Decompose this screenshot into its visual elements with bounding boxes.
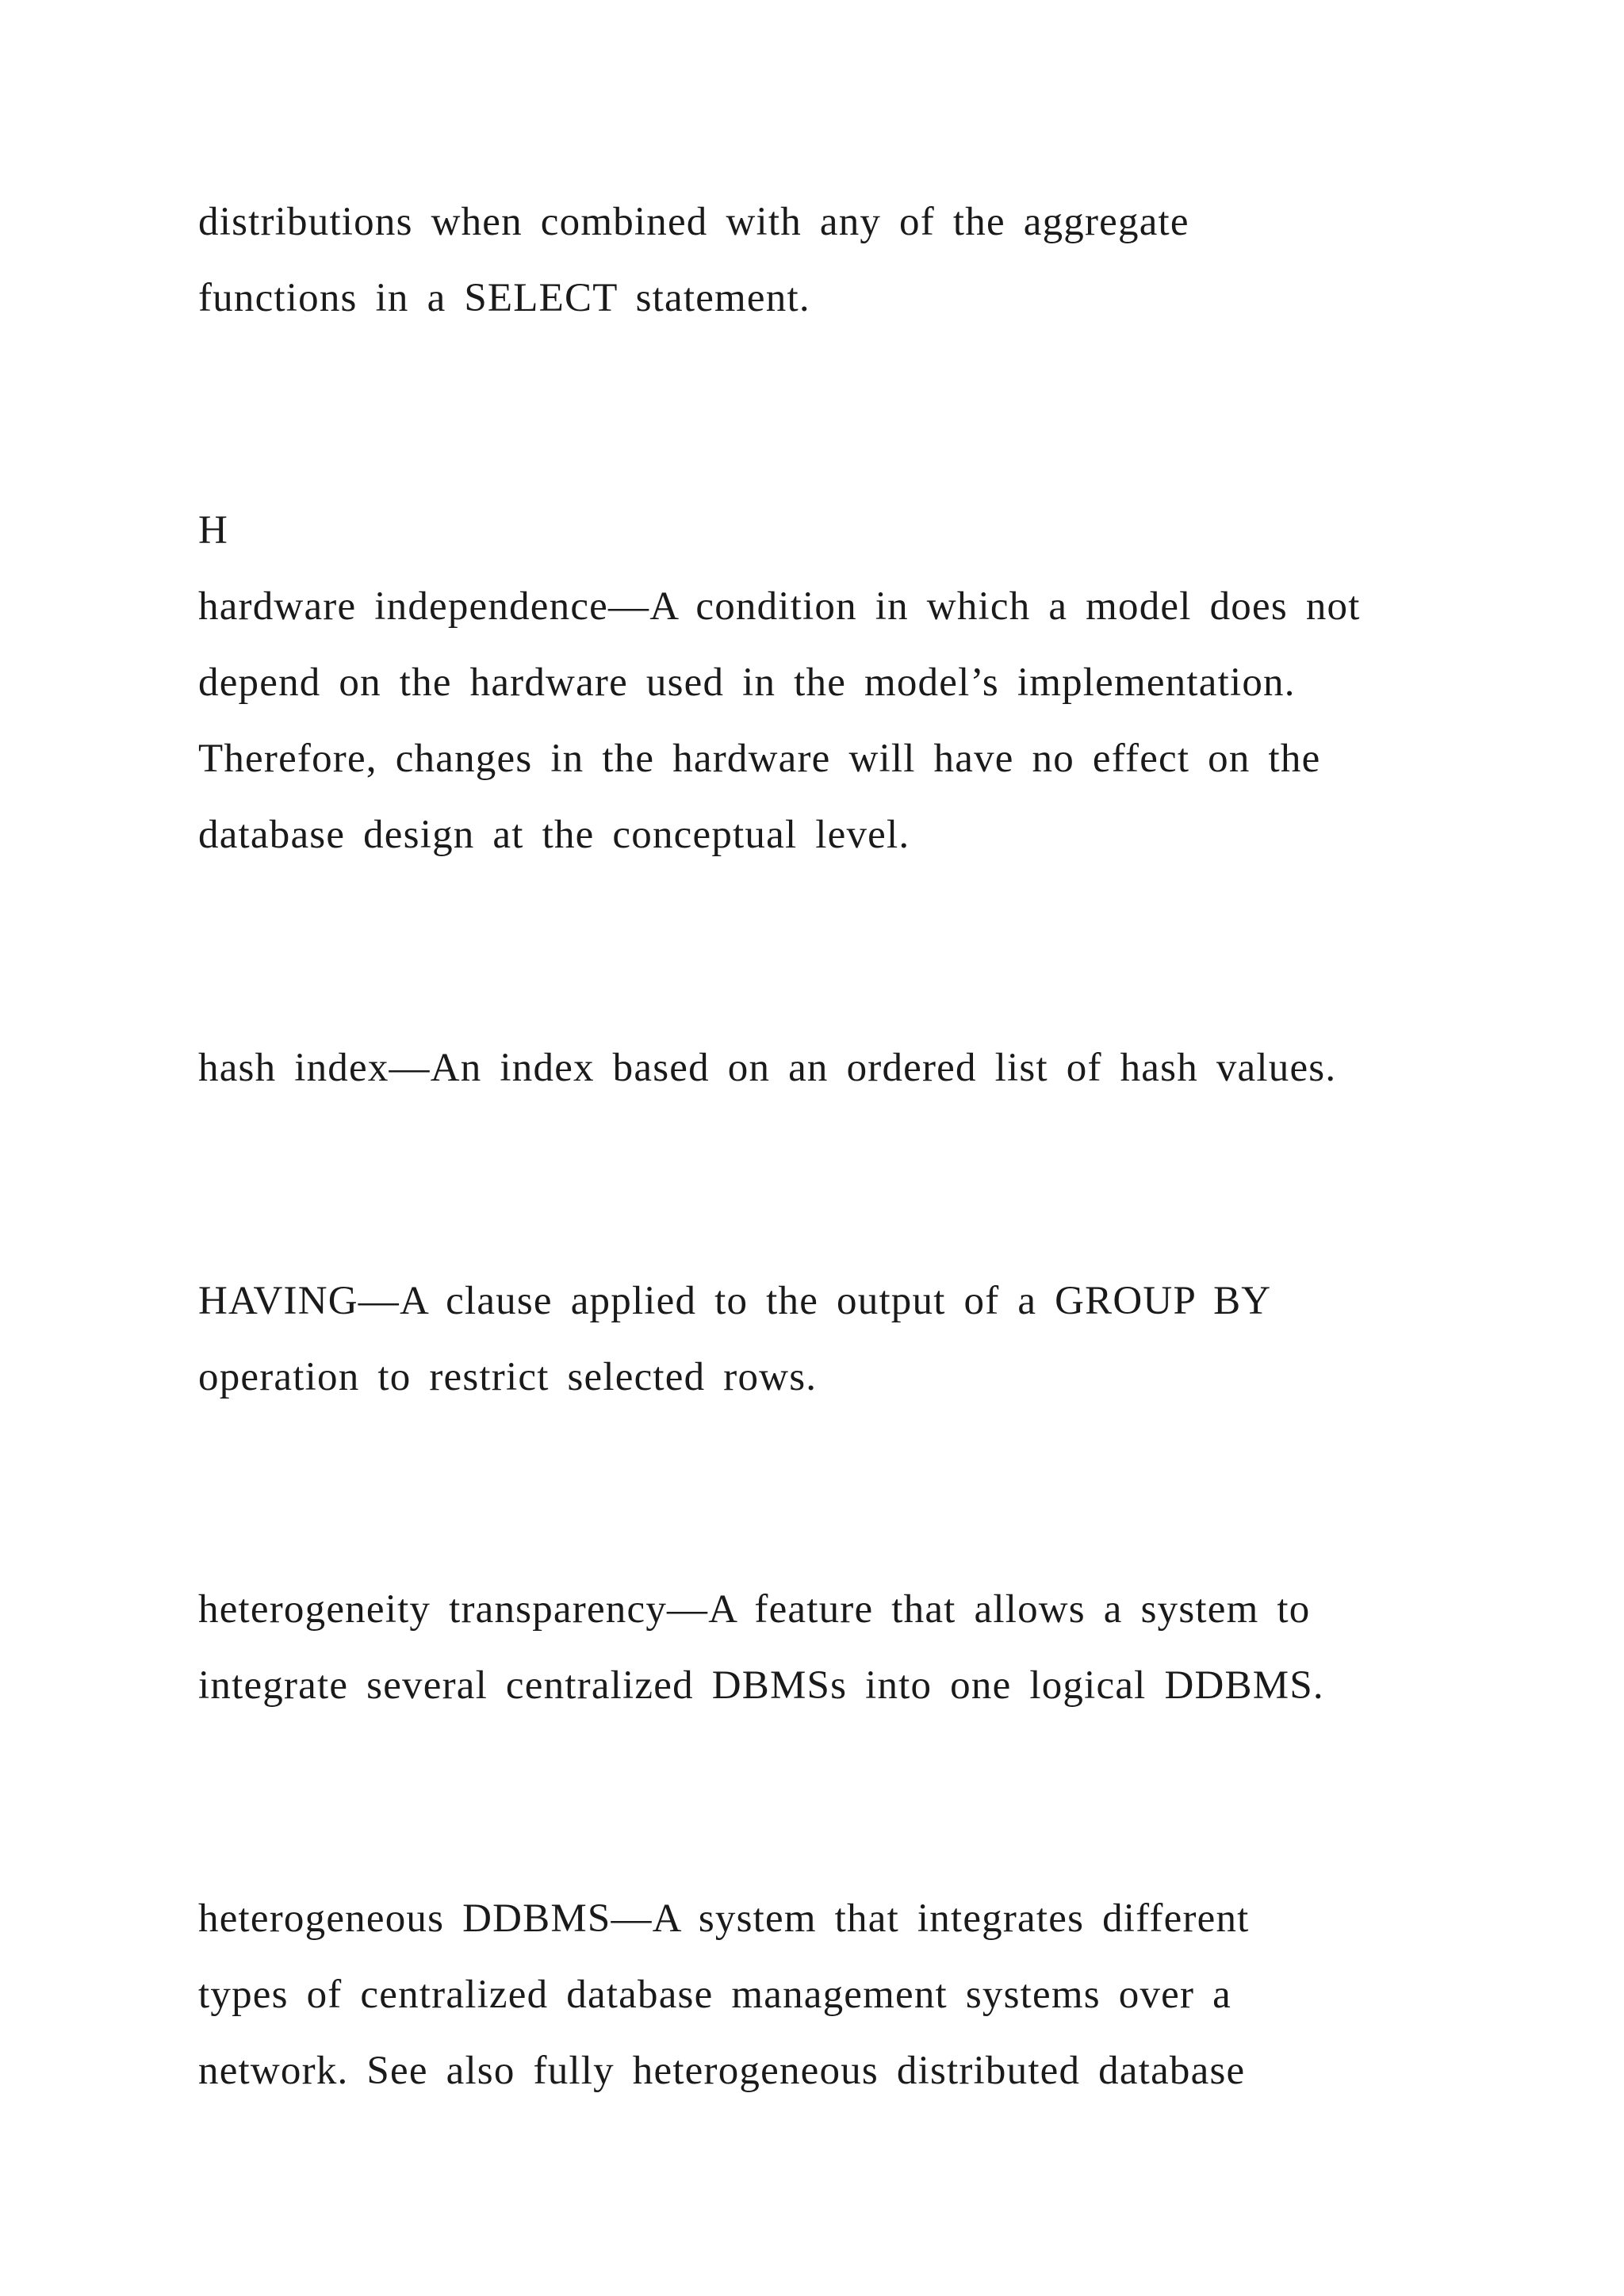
glossary-entry-hardware-independence: hardware independence—A condition in which a model does not [198,584,1361,629]
text-line: operation to restrict selected rows. [198,1355,818,1399]
text-line: distributions when combined with any of the aggregate [198,200,1189,244]
glossary-entry-hash-index: hash index—An index based on an ordered list of hash values. [198,1046,1337,1090]
text-line: depend on the hardware used in the model’s implementation. [198,660,1296,705]
glossary-entry-having: HAVING—A clause applied to the output of a GROUP BY [198,1279,1272,1323]
text-line: Therefore, changes in the hardware will have no effect on the [198,737,1321,781]
section-letter-heading: H [198,508,229,553]
text-line: functions in a SELECT statement. [198,276,810,320]
glossary-entry-heterogeneity-transparency: heterogeneity transparency—A feature that allows a system to [198,1587,1311,1632]
glossary-entry-heterogeneous-ddbms: heterogeneous DDBMS—A system that integrates different [198,1896,1250,1941]
text-line: integrate several centralized DBMSs into one logical DDBMS. [198,1663,1324,1708]
text-line: network. See also fully heterogeneous distributed database [198,2049,1246,2093]
text-line: types of centralized database management systems over a [198,1973,1231,2017]
text-line: database design at the conceptual level. [198,813,910,857]
